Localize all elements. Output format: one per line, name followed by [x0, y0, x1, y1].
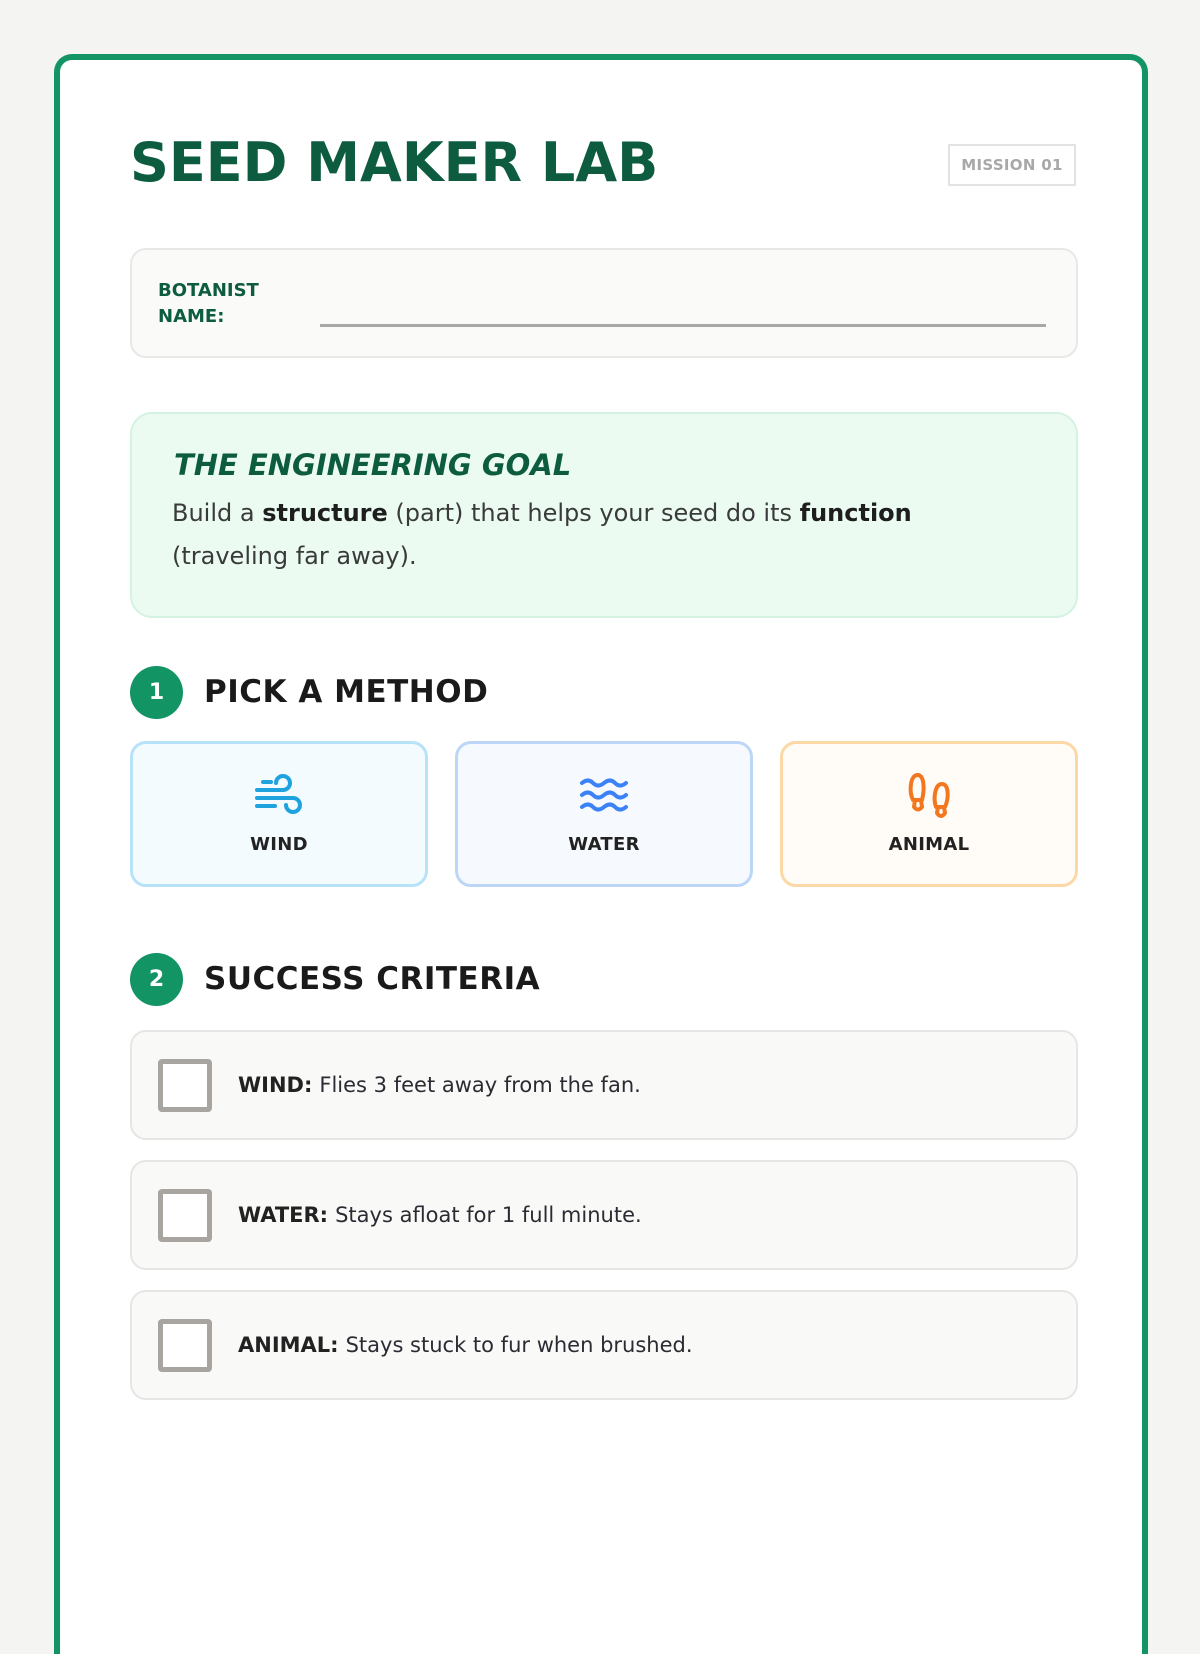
criteria-text — [238, 1292, 693, 1398]
step-title: PICK A METHOD — [204, 674, 489, 710]
criteria-key: ANIMAL: — [238, 1333, 339, 1357]
criteria-checkbox[interactable] — [158, 1059, 212, 1112]
botanist-name-field[interactable] — [130, 248, 1078, 358]
header — [130, 128, 1076, 198]
footprints-icon — [903, 770, 955, 822]
goal-text-part: (part) that helps your seed do its — [387, 499, 800, 527]
botanist-name-label: BOTANIST NAME: — [158, 280, 259, 327]
goal-text-structure: structure — [262, 499, 388, 527]
method-label: ANIMAL — [888, 834, 970, 855]
criteria-text — [238, 1162, 642, 1268]
goal-text — [172, 492, 1032, 578]
method-water-option[interactable] — [455, 741, 753, 887]
criteria-checkbox[interactable] — [158, 1189, 212, 1242]
wind-icon — [253, 774, 305, 818]
goal-text-function: function — [799, 499, 912, 527]
criteria-description: Stays afloat for 1 full minute. — [335, 1203, 642, 1227]
criteria-description: Flies 3 feet away from the fan. — [319, 1073, 641, 1097]
engineering-goal-box — [130, 412, 1078, 618]
goal-title: THE ENGINEERING GOAL — [174, 448, 572, 482]
worksheet-card — [54, 54, 1148, 1654]
criteria-key: WATER: — [238, 1203, 329, 1227]
criteria-row-water — [130, 1160, 1078, 1270]
waves-icon — [578, 774, 630, 818]
method-label: WATER — [568, 834, 640, 855]
goal-text-part: (traveling far away). — [172, 542, 417, 570]
method-label: WIND — [250, 834, 308, 855]
step-title: SUCCESS CRITERIA — [204, 961, 541, 997]
method-animal-option[interactable] — [780, 741, 1078, 887]
step-number-badge: 1 — [130, 666, 183, 719]
criteria-checkbox[interactable] — [158, 1319, 212, 1372]
goal-text-part: Build a — [172, 499, 263, 527]
page-title: SEED MAKER LAB — [130, 131, 659, 194]
step-number-badge: 2 — [130, 953, 183, 1006]
botanist-name-input-line[interactable] — [320, 324, 1046, 327]
criteria-key: WIND: — [238, 1073, 313, 1097]
criteria-row-animal — [130, 1290, 1078, 1400]
method-wind-option[interactable] — [130, 741, 428, 887]
step-pick-method — [130, 665, 488, 719]
criteria-text — [238, 1032, 641, 1138]
criteria-row-wind — [130, 1030, 1078, 1140]
step-success-criteria — [130, 952, 540, 1006]
method-options — [130, 741, 1078, 887]
criteria-description: Stays stuck to fur when brushed. — [345, 1333, 693, 1357]
mission-badge: MISSION 01 — [948, 144, 1076, 186]
